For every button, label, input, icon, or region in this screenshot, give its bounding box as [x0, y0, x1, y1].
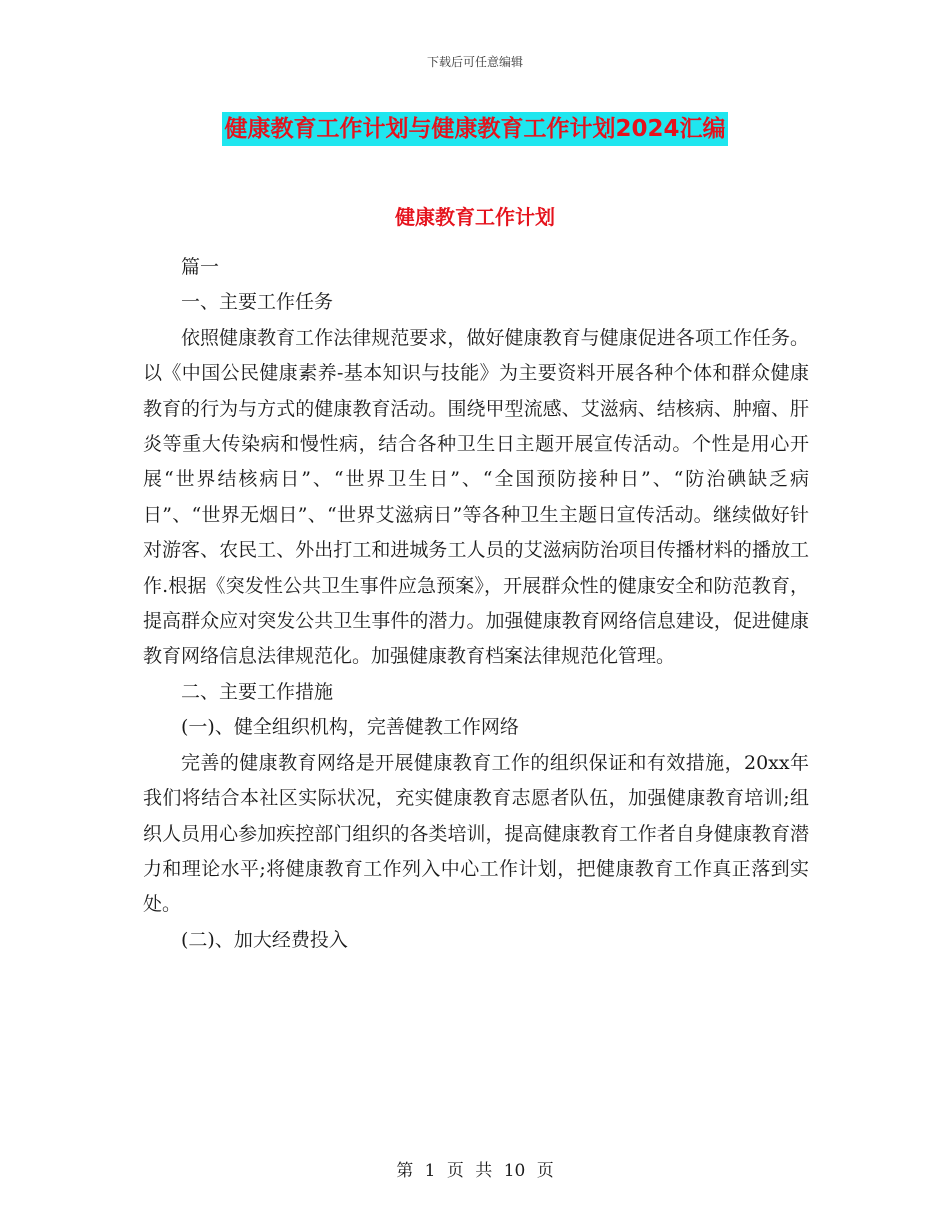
document-body [143, 250, 809, 958]
paragraph-organization-body: 完善的健康教育网络是开展健康教育工作的组织保证和有效措施，20xx年我们将结合本社区实际状况，充实健康教育志愿者队伍，加强健康教育培训;组织人员用心参加疾控部门组织的各类培训，提高健康教育工作者自身健康教育潜力和理论水平;将健康教育工作列入中心工作计划，把健康教育工作真正落到实处。 [143, 751, 809, 916]
page-footer: 第 1 页 共 10 页 [396, 1161, 554, 1181]
paragraph-part-label: 篇一 [181, 256, 220, 278]
paragraph-subheading-funding: (二)、加大经费投入 [181, 928, 348, 951]
paragraph-heading-measures: 二、主要工作措施 [181, 680, 334, 703]
paragraph-tasks-body: 依照健康教育工作法律规范要求，做好健康教育与健康促进各项工作任务。以《中国公民健康素养-基本知识与技能》为主要资料开展各种个体和群众健康教育的行为与方式的健康教育活动。围绕甲型流感、艾滋病、结核病、肿瘤、肝炎等重大传染病和慢性病，结合各种卫生日主题开展宣传活动。个性是用心开展“世界结核病日”、“世界卫生日”、“全国预防接种日”、“防治碘缺乏病日”、“世界无烟日”、“世界艾滋病日”等各种卫生主题日宣传活动。继续做好针对游客、农民工、外出打工和进城务工人员的艾滋病防治项目传播材料的播放工作.根据《突发性公共卫生事件应急预案》，开展群众性的健康安全和防范教育，提高群众应对突发公共卫生事件的潜力。加强健康教育网络信息建设，促进健康教育网络信息法律规范化。加强健康教育档案法律规范化管理。 [143, 326, 809, 668]
paragraph-heading-tasks: 一、主要工作任务 [181, 291, 334, 314]
section-title: 健康教育工作计划 [395, 205, 555, 229]
document-title: 健康教育工作计划与健康教育工作计划2024汇编 [222, 112, 727, 146]
document-title-container [0, 112, 950, 146]
header-note: 下载后可任意编辑 [426, 55, 523, 69]
paragraph-subheading-organization: (一)、健全组织机构，完善健教工作网络 [181, 716, 519, 739]
